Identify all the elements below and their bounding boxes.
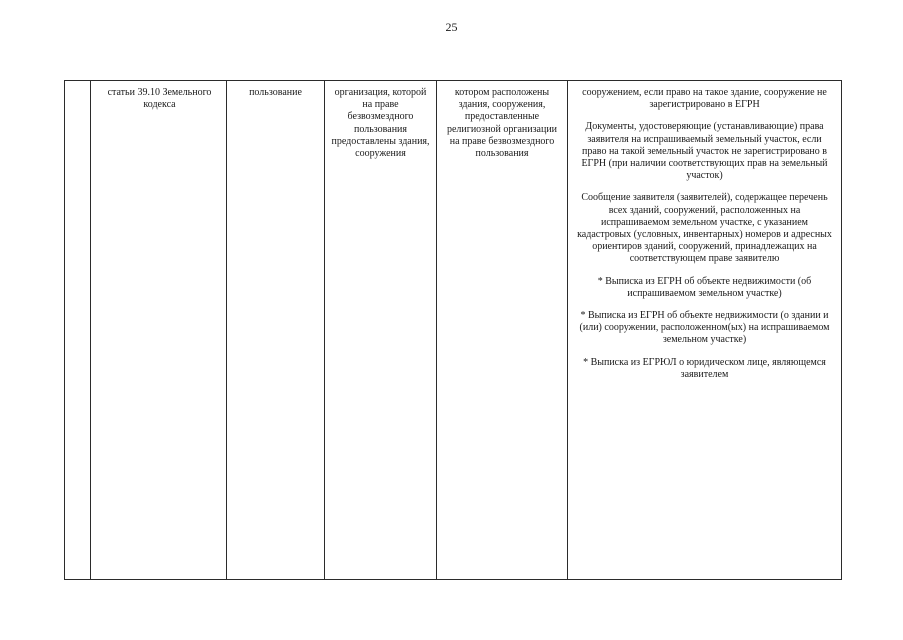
table-row bbox=[65, 81, 842, 580]
right-type-cell: пользование bbox=[227, 81, 325, 580]
document-item: * Выписка из ЕГРН об объекте недвижимости (об испрашиваемом земельном участке) bbox=[597, 275, 812, 299]
document-table bbox=[64, 80, 842, 580]
document-item: Документы, удостоверяющие (устанавливающие) права заявителя на испрашиваемый земельный участок, если право на такой земельный участок не зарегистрировано в ЕГРН (при наличии соответствующих прав на земельный участок) bbox=[581, 121, 828, 182]
document-item: * Выписка из ЕГРН об объекте недвижимости (о здании и (или) сооружении, расположенном(ых) на испрашиваемом земельном участке) bbox=[579, 310, 830, 346]
applicant-cell: организация, которой на праве безвозмездного пользования предоставлены здания, сооружения bbox=[325, 81, 437, 580]
document-item: * Выписка из ЕГРЮЛ о юридическом лице, являющемся заявителем bbox=[583, 356, 826, 380]
legal-basis-cell: статьи 39.10 Земельного кодекса bbox=[91, 81, 227, 580]
row-number-cell bbox=[65, 81, 91, 580]
documents-cell bbox=[568, 81, 842, 580]
document-item: сооружением, если право на такое здание, сооружение не зарегистрировано в ЕГРН bbox=[582, 87, 827, 111]
land-plot-cell: котором расположены здания, сооружения, предоставленные религиозной организации на праве безвозмездного пользования bbox=[437, 81, 568, 580]
document-item: Сообщение заявителя (заявителей), содержащее перечень всех зданий, сооружений, расположенных на испрашиваемом земельном участке, с указанием кадастровых (условных, инвентарных) номеров и адресных ориентиров зданий, сооружений, принадлежащих на соответствующем праве заявителю bbox=[577, 192, 832, 265]
page-number: 25 bbox=[445, 20, 458, 34]
